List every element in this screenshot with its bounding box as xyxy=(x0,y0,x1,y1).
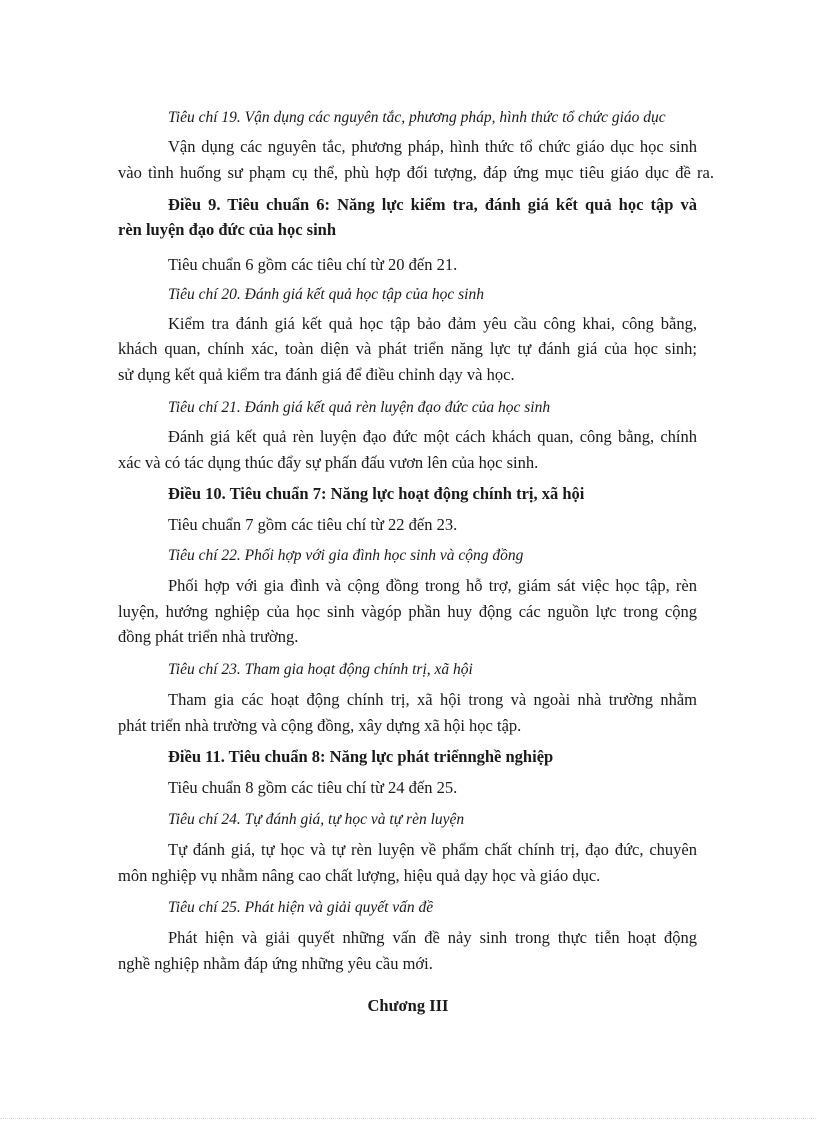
article-9-heading-line-2: rèn luyện đạo đức của học sinh xyxy=(118,220,337,239)
criterion-20-body-line-1: Kiểm tra đánh giá kết quả học tập bảo đảm yêu cầu công khai, công bằng, xyxy=(168,314,697,333)
criterion-23-title: Tiêu chí 23. Tham gia hoạt động chính trị, xã hội xyxy=(168,661,473,678)
criterion-19-body-line-2: vào tình huống sư phạm cụ thể, phù hợp đối tượng, đáp ứng mục tiêu giáo dục đề ra. xyxy=(118,163,714,182)
criterion-24-body-line-1: Tự đánh giá, tự học và tự rèn luyện về phẩm chất chính trị, đạo đức, chuyên xyxy=(168,840,697,859)
criterion-21-body-line-2: xác và có tác dụng thúc đẩy sự phấn đấu vươn lên của học sinh. xyxy=(118,453,539,472)
article-9-heading-line-1: Điều 9. Tiêu chuẩn 6: Năng lực kiểm tra, đánh giá kết quả học tập và xyxy=(168,195,697,214)
criterion-22-body-line-3: đồng phát triển nhà trường. xyxy=(118,627,299,646)
page-bottom-divider xyxy=(0,1118,816,1119)
criterion-25-title: Tiêu chí 25. Phát hiện và giải quyết vấn đề xyxy=(168,899,434,916)
article-10-heading: Điều 10. Tiêu chuẩn 7: Năng lực hoạt động chính trị, xã hội xyxy=(168,484,585,503)
criterion-23-body-line-2: phát triển nhà trường và cộng đồng, xây dựng xã hội học tập. xyxy=(118,716,522,735)
criterion-21-title: Tiêu chí 21. Đánh giá kết quả rèn luyện đạo đức của học sinh xyxy=(168,399,551,416)
criterion-24-body-line-2: môn nghiệp vụ nhằm nâng cao chất lượng, hiệu quả dạy học và giáo dục. xyxy=(118,866,601,885)
criterion-22-body-line-2: luyện, hướng nghiệp của học sinh vàgóp phần huy động các nguồn lực trong cộng xyxy=(118,602,697,621)
criterion-21-body-line-1: Đánh giá kết quả rèn luyện đạo đức một cách khách quan, công bằng, chính xyxy=(168,427,697,446)
criterion-25-body-line-1: Phát hiện và giải quyết những vấn đề nảy sinh trong thực tiễn hoạt động xyxy=(168,928,697,947)
criterion-22-body-line-1: Phối hợp với gia đình và cộng đồng trong hỗ trợ, giám sát việc học tập, rèn xyxy=(168,576,697,595)
criterion-25-body-line-2: nghề nghiệp nhằm đáp ứng những yêu cầu mới. xyxy=(118,954,433,973)
chapter-heading: Chương III xyxy=(367,996,449,1015)
standard-8-intro: Tiêu chuẩn 8 gồm các tiêu chí từ 24 đến 25. xyxy=(168,778,458,797)
standard-6-intro: Tiêu chuẩn 6 gồm các tiêu chí từ 20 đến 21. xyxy=(168,255,458,274)
standard-7-intro: Tiêu chuẩn 7 gồm các tiêu chí từ 22 đến 23. xyxy=(168,515,458,534)
criterion-23-body-line-1: Tham gia các hoạt động chính trị, xã hội trong và ngoài nhà trường nhằm xyxy=(168,690,697,709)
criterion-20-body-line-2: khách quan, chính xác, toàn diện và phát triển năng lực tự đánh giá của học sinh; xyxy=(118,339,697,358)
criterion-19-title: Tiêu chí 19. Vận dụng các nguyên tắc, phương pháp, hình thức tổ chức giáo dục xyxy=(168,109,666,126)
criterion-20-body-line-3: sử dụng kết quả kiểm tra đánh giá để điều chỉnh dạy và học. xyxy=(118,365,515,384)
criterion-24-title: Tiêu chí 24. Tự đánh giá, tự học và tự rèn luyện xyxy=(168,811,465,828)
article-11-heading: Điều 11. Tiêu chuẩn 8: Năng lực phát triểnnghề nghiệp xyxy=(168,747,554,766)
criterion-19-body-line-1: Vận dụng các nguyên tắc, phương pháp, hình thức tổ chức giáo dục học sinh xyxy=(168,137,697,156)
criterion-20-title: Tiêu chí 20. Đánh giá kết quả học tập của học sinh xyxy=(168,286,484,303)
criterion-22-title: Tiêu chí 22. Phối hợp với gia đình học sinh và cộng đồng xyxy=(168,547,524,564)
